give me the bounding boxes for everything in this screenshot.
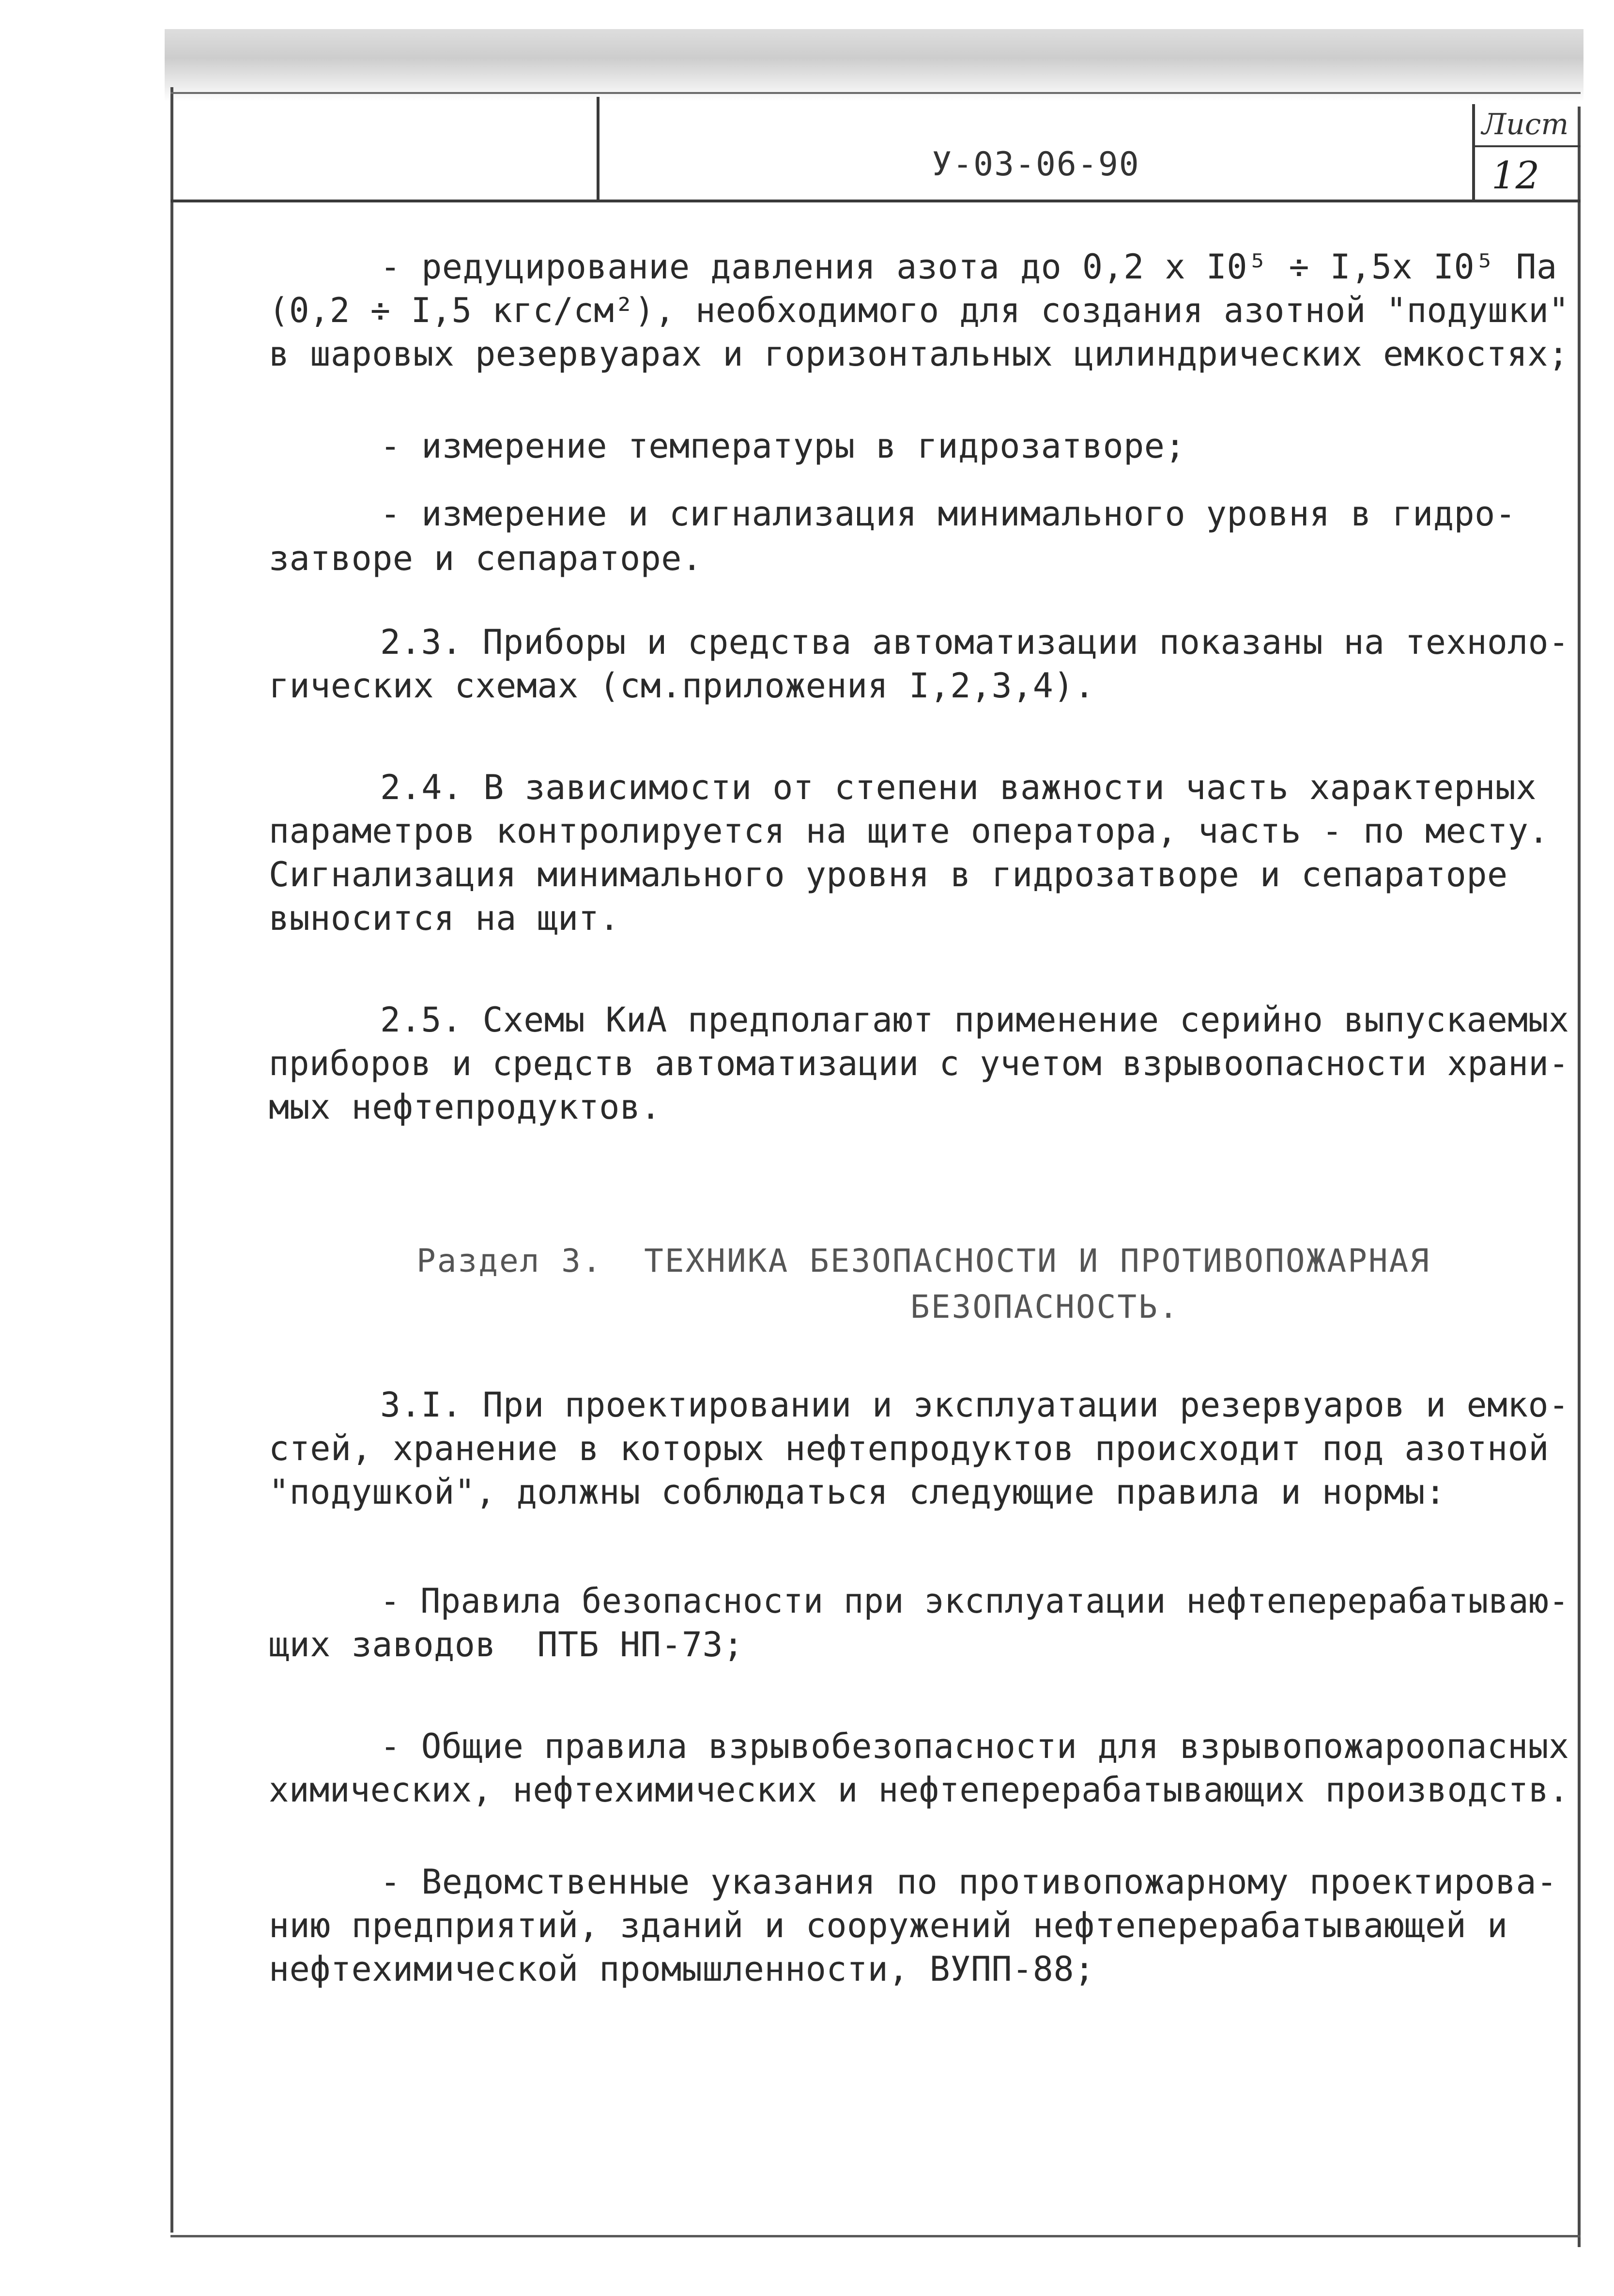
text-line: - Правила безопасности при эксплуатации нефтеперерабатываю- <box>380 1581 1569 1621</box>
header-divider-right <box>1472 104 1475 201</box>
text-line: в шаровых резервуарах и горизонтальных цилиндрических емкостях; <box>269 334 1569 374</box>
text-line: выносится на щит. <box>269 898 620 938</box>
document-code: У-03-06-90 <box>932 145 1140 184</box>
text-line: нефтехимической промышленности, ВУПП-88; <box>269 1949 1095 1989</box>
text-line: стей, хранение в которых нефтепродуктов происходит под азотной <box>269 1429 1549 1468</box>
frame-bottom-border <box>170 2235 1581 2237</box>
section-heading: Раздел 3. ТЕХНИКА БЕЗОПАСНОСТИ И ПРОТИВОПОЖАРНАЯ <box>416 1242 1431 1279</box>
frame-right-border <box>1578 107 1581 2247</box>
text-line: Сигнализация минимального уровня в гидрозатворе и сепараторе <box>269 855 1508 894</box>
text-line: параметров контролируется на щите оператора, часть - по месту. <box>269 811 1549 851</box>
text-line: 2.3. Приборы и средства автоматизации показаны на техноло- <box>380 622 1569 662</box>
text-line: - измерение температуры в гидрозатворе; <box>380 426 1186 466</box>
text-line: приборов и средств автоматизации с учетом взрывоопасности храни- <box>269 1044 1569 1083</box>
text-line: - измерение и сигнализация минимального уровня в гидро- <box>380 494 1516 534</box>
text-line: нию предприятий, зданий и сооружений нефтеперерабатывающей и <box>269 1906 1508 1945</box>
header-bottom-line <box>170 200 1581 202</box>
text-line: затворе и сепараторе. <box>269 539 703 578</box>
text-line: (0,2 ÷ I,5 кгс/см²), необходимого для создания азотной "подушки" <box>269 291 1569 330</box>
sheet-label: Лист <box>1482 108 1569 141</box>
text-line: химических, нефтехимических и нефтеперерабатывающих производств. <box>269 1770 1569 1810</box>
scan-smudge <box>165 29 1583 102</box>
header-sheet-separator <box>1475 145 1581 147</box>
section-heading-continued: БЕЗОПАСНОСТЬ. <box>910 1288 1180 1325</box>
text-line: 3.I. При проектировании и эксплуатации резервуаров и емко- <box>380 1385 1569 1425</box>
text-line: гических схемах (см.приложения I,2,3,4). <box>269 666 1095 706</box>
text-line: - Общие правила взрывобезопасности для взрывопожароопасных <box>380 1726 1569 1766</box>
text-line: "подушкой", должны соблюдаться следующие правила и нормы: <box>269 1472 1446 1512</box>
text-line: мых нефтепродуктов. <box>269 1087 661 1127</box>
header-top-line <box>170 92 1581 94</box>
text-line: - редуцирование давления азота до 0,2 х I0⁵ ÷ I,5х I0⁵ Па <box>380 247 1557 287</box>
text-line: 2.4. В зависимости от степени важности часть характерных <box>380 768 1537 807</box>
frame-left-border <box>170 87 173 2233</box>
sheet-number: 12 <box>1491 154 1540 198</box>
text-line: - Ведомственные указания по противопожарному проектирова- <box>380 1862 1557 1902</box>
text-line: щих заводов ПТБ НП-73; <box>269 1625 744 1664</box>
text-line: 2.5. Схемы КиА предполагают применение серийно выпускаемых <box>380 1000 1569 1040</box>
